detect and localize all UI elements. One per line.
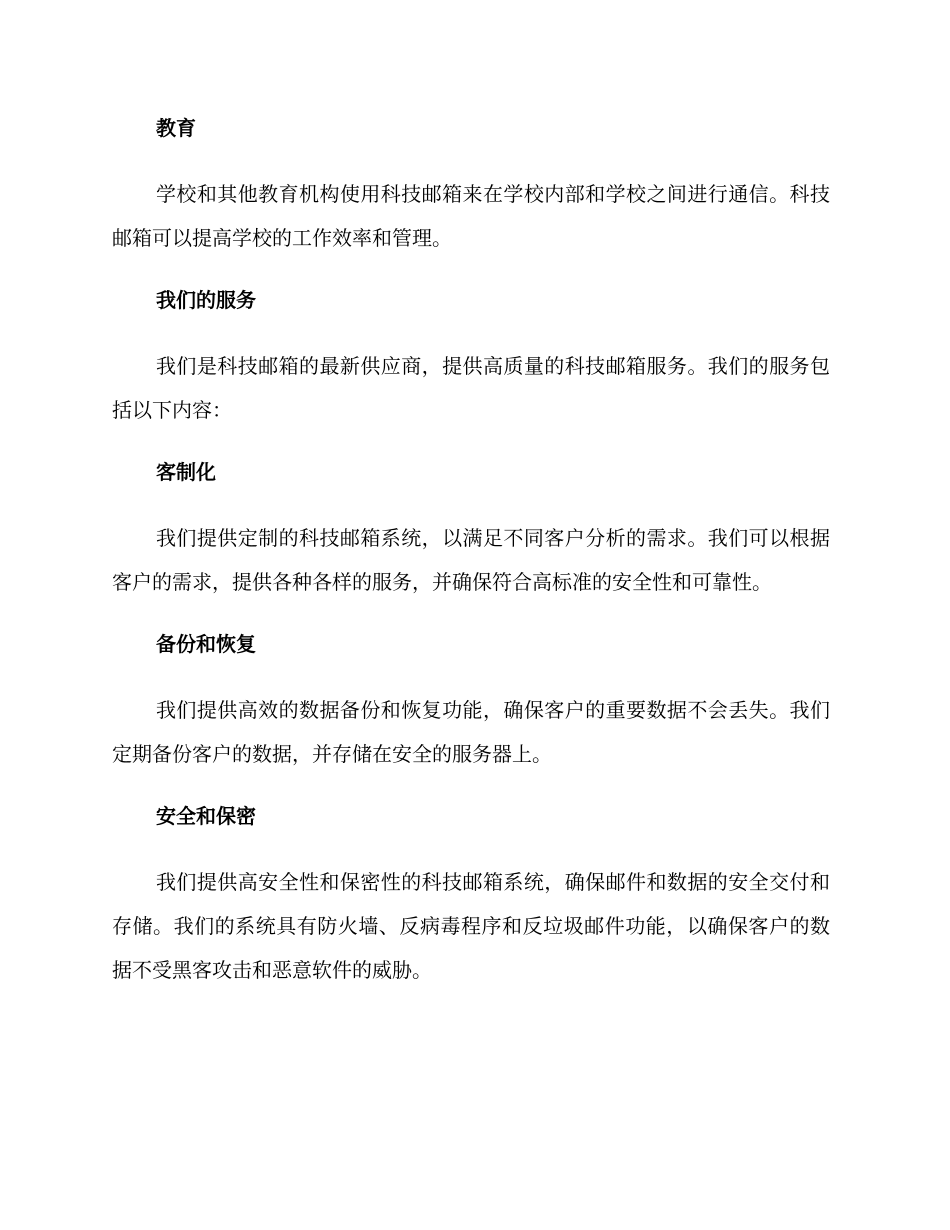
section-heading: 客制化: [156, 460, 216, 484]
section-customization: [112, 456, 830, 604]
section-heading: 备份和恢复: [156, 632, 256, 656]
section-education: [112, 112, 830, 260]
section-security-privacy: [112, 800, 830, 992]
section-paragraph: 学校和其他教育机构使用科技邮箱来在学校内部和学校之间进行通信。科技邮箱可以提高学校的工作效率和管理。: [112, 182, 830, 250]
document-page: [112, 112, 830, 1016]
section-paragraph: 我们提供高安全性和保密性的科技邮箱系统，确保邮件和数据的安全交付和存储。我们的系统具有防火墙、反病毒程序和反垃圾邮件功能，以确保客户的数据不受黑客攻击和恶意软件的威胁。: [112, 870, 830, 982]
section-our-services: [112, 284, 830, 432]
section-heading: 我们的服务: [156, 288, 256, 312]
section-heading: 安全和保密: [156, 804, 256, 828]
section-heading: 教育: [156, 116, 196, 140]
section-paragraph: 我们提供定制的科技邮箱系统，以满足不同客户分析的需求。我们可以根据客户的需求，提供各种各样的服务，并确保符合高标准的安全性和可靠性。: [112, 526, 830, 594]
section-paragraph: 我们是科技邮箱的最新供应商，提供高质量的科技邮箱服务。我们的服务包括以下内容：: [112, 354, 830, 422]
section-backup-recovery: [112, 628, 830, 776]
section-paragraph: 我们提供高效的数据备份和恢复功能，确保客户的重要数据不会丢失。我们定期备份客户的数据，并存储在安全的服务器上。: [112, 698, 830, 766]
